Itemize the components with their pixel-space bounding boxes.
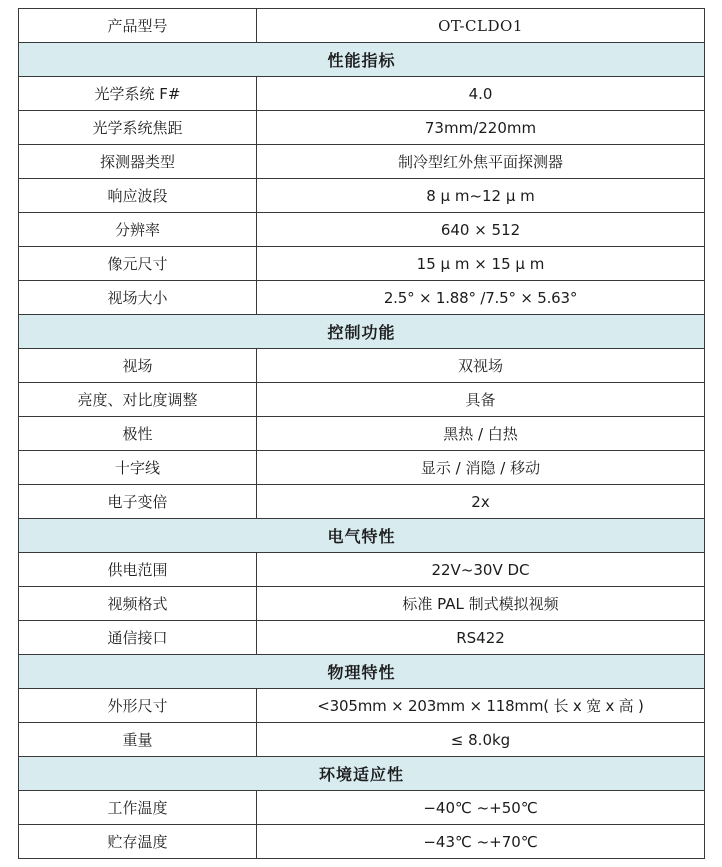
row-label: 极性 [19,417,257,451]
table-row [19,417,705,451]
row-label: 外形尺寸 [19,689,257,723]
row-value: 制冷型红外焦平面探测器 [257,145,705,179]
spec-sheet [18,8,704,859]
table-row [19,213,705,247]
row-label: 通信接口 [19,621,257,655]
section-title: 物理特性 [19,655,705,689]
table-row [19,485,705,519]
model-label: 产品型号 [19,9,257,43]
table-row [19,723,705,757]
section-header-performance [19,43,705,77]
table-row [19,77,705,111]
table-row [19,791,705,825]
row-label: 视场 [19,349,257,383]
table-row [19,145,705,179]
section-title: 性能指标 [19,43,705,77]
row-label: 工作温度 [19,791,257,825]
row-value: <305mm × 203mm × 118mm( 长 x 宽 x 高 ) [257,689,705,723]
row-label: 亮度、对比度调整 [19,383,257,417]
row-label: 电子变倍 [19,485,257,519]
row-value: −40℃ ~+50℃ [257,791,705,825]
row-value: 73mm/220mm [257,111,705,145]
row-label: 视频格式 [19,587,257,621]
spec-table [18,8,705,859]
row-value: 640 × 512 [257,213,705,247]
row-value: 标准 PAL 制式模拟视频 [257,587,705,621]
table-row [19,825,705,859]
row-value: 2x [257,485,705,519]
section-header-physical [19,655,705,689]
section-header-control [19,315,705,349]
row-label: 供电范围 [19,553,257,587]
row-value: −43℃ ~+70℃ [257,825,705,859]
section-title: 电气特性 [19,519,705,553]
row-label: 像元尺寸 [19,247,257,281]
section-header-environment [19,757,705,791]
table-row [19,587,705,621]
table-row [19,383,705,417]
table-row [19,111,705,145]
row-value: 具备 [257,383,705,417]
table-row [19,689,705,723]
row-label: 响应波段 [19,179,257,213]
row-value: 22V~30V DC [257,553,705,587]
row-label: 视场大小 [19,281,257,315]
section-title: 控制功能 [19,315,705,349]
row-label: 重量 [19,723,257,757]
table-row [19,451,705,485]
row-value: 双视场 [257,349,705,383]
table-row [19,247,705,281]
row-value: ≤ 8.0kg [257,723,705,757]
table-row [19,281,705,315]
table-row-model [19,9,705,43]
row-label: 分辨率 [19,213,257,247]
model-value: OT-CLDO1 [257,9,705,43]
row-label: 光学系统 F# [19,77,257,111]
section-header-electrical [19,519,705,553]
table-row [19,179,705,213]
section-title: 环境适应性 [19,757,705,791]
row-label: 探测器类型 [19,145,257,179]
table-row [19,621,705,655]
table-row [19,553,705,587]
row-value: 15 μ m × 15 μ m [257,247,705,281]
row-value: 8 μ m~12 μ m [257,179,705,213]
row-label: 光学系统焦距 [19,111,257,145]
row-value: RS422 [257,621,705,655]
row-value: 黑热 / 白热 [257,417,705,451]
row-label: 十字线 [19,451,257,485]
row-value: 4.0 [257,77,705,111]
row-value: 2.5° × 1.88° /7.5° × 5.63° [257,281,705,315]
row-value: 显示 / 消隐 / 移动 [257,451,705,485]
table-row [19,349,705,383]
row-label: 贮存温度 [19,825,257,859]
